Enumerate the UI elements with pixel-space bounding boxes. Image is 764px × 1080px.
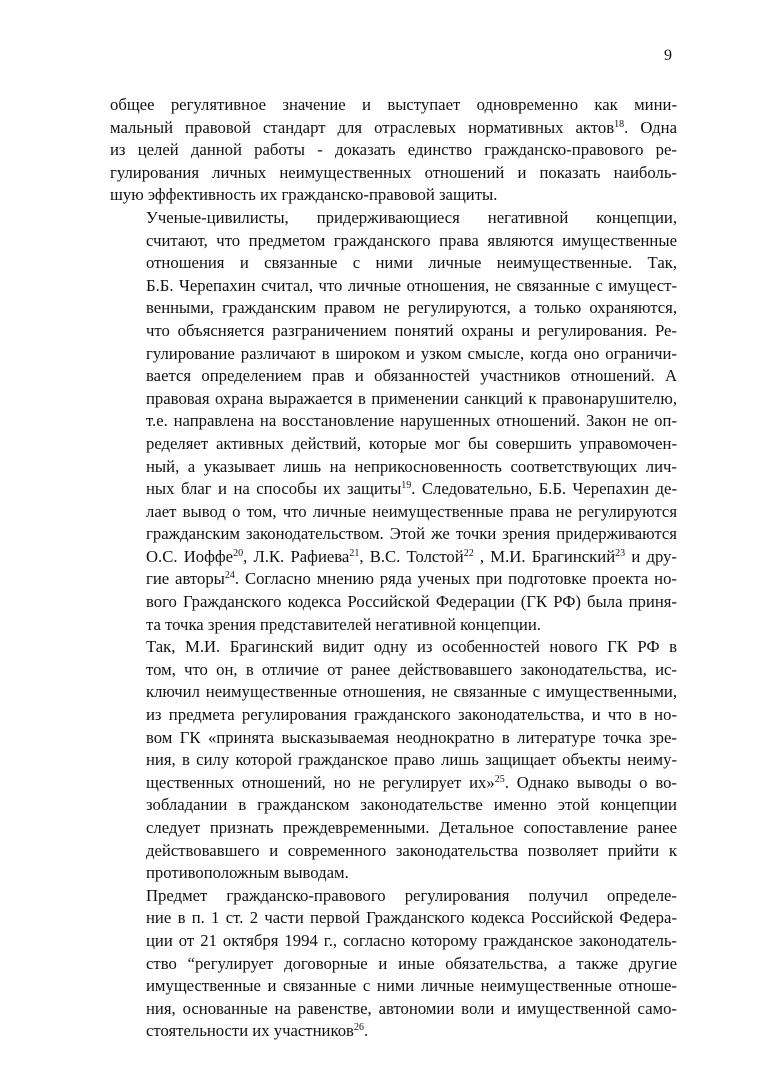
footnote-reference: 18 bbox=[614, 118, 625, 130]
text-segment: отношения и связанные с ними личные неимущественные. Так, bbox=[146, 253, 677, 273]
text-segment: что объясняется разграничением понятий охраны и регулирования. Ре- bbox=[146, 320, 677, 340]
text-line bbox=[110, 365, 677, 388]
text-segment: и дру- bbox=[625, 546, 677, 566]
text-line bbox=[110, 184, 677, 207]
text-segment: правовая охрана выражается в применении санкций к правонарушителю, bbox=[146, 388, 677, 408]
text-segment: том, что он, в отличие от ранее действовавшего законодательства, ис- bbox=[146, 659, 677, 679]
text-segment: ный, а указывает лишь на неприкосновенность соответствующих лич- bbox=[146, 456, 677, 476]
text-segment: ния, основанные на равенстве, автономии воли и имущественной само- bbox=[146, 998, 677, 1018]
text-line bbox=[110, 636, 677, 659]
footnote-reference: 21 bbox=[349, 547, 360, 559]
text-segment: считают, что предметом гражданского права являются имущественные bbox=[146, 230, 677, 250]
text-line bbox=[110, 297, 677, 320]
text-segment: та точка зрения представителей негативной концепции. bbox=[146, 614, 541, 634]
text-segment: гулирования личных неимущественных отношений и показать наиболь- bbox=[110, 162, 677, 182]
text-line bbox=[110, 614, 677, 637]
text-segment: ство “регулирует договорные и иные обязательства, а также другие bbox=[146, 953, 677, 973]
text-segment: гражданским законодательством. Этой же точки зрения придерживаются bbox=[146, 524, 677, 544]
text-line bbox=[110, 1020, 677, 1043]
paragraph bbox=[110, 94, 677, 207]
text-line bbox=[110, 659, 677, 682]
text-segment: Предмет гражданско-правового регулирования получил определе- bbox=[146, 885, 677, 905]
text-segment: ния, в силу которой гражданское право лишь защищает объекты неиму- bbox=[146, 750, 677, 770]
text-line bbox=[110, 885, 677, 908]
text-line bbox=[110, 817, 677, 840]
text-segment: щественных отношений, но не регулирует их» bbox=[146, 772, 495, 792]
text-line bbox=[110, 546, 677, 569]
text-line bbox=[110, 410, 677, 433]
text-line bbox=[110, 907, 677, 930]
text-line bbox=[110, 478, 677, 501]
text-segment: венными, гражданским правом не регулируются, а только охраняются, bbox=[146, 298, 677, 318]
text-segment: зобладании в гражданском законодательстве именно этой концепции bbox=[146, 795, 677, 815]
text-line bbox=[110, 568, 677, 591]
footnote-reference: 26 bbox=[353, 1022, 364, 1034]
text-line bbox=[110, 930, 677, 953]
text-segment: ключил неимущественные отношения, не связанные с имущественными, bbox=[146, 682, 677, 702]
text-segment: ции от 21 октября 1994 г., согласно которому гражданское законодатель- bbox=[146, 930, 677, 950]
text-line bbox=[110, 94, 677, 117]
text-segment: гие авторы bbox=[146, 569, 225, 589]
text-segment: , В.С. Толстой bbox=[359, 546, 464, 566]
text-line bbox=[110, 139, 677, 162]
text-segment: . Однако выводы о во- bbox=[504, 772, 677, 792]
paragraph bbox=[110, 207, 677, 636]
footnote-reference: 19 bbox=[401, 480, 412, 492]
footnote-reference: 24 bbox=[224, 570, 235, 582]
text-segment: противоположным выводам. bbox=[146, 863, 349, 883]
body-text bbox=[110, 94, 677, 1043]
footnote-reference: 22 bbox=[463, 547, 474, 559]
text-line bbox=[110, 320, 677, 343]
text-segment: , М.И. Брагинский bbox=[473, 546, 616, 566]
text-line bbox=[110, 117, 677, 140]
text-line bbox=[110, 501, 677, 524]
text-line bbox=[110, 727, 677, 750]
text-segment: . Согласно мнению ряда ученых при подготовке проекта но- bbox=[234, 569, 677, 589]
text-segment: . bbox=[363, 1021, 369, 1041]
text-segment: Ученые-цивилисты, придерживающиеся негативной концепции, bbox=[146, 207, 677, 227]
paragraph bbox=[110, 885, 677, 1043]
text-line bbox=[110, 840, 677, 863]
text-segment: Так, М.И. Брагинский видит одну из особенностей нового ГК РФ в bbox=[146, 637, 677, 657]
text-segment: гулирование различают в широком и узком смысле, когда оно ограничи- bbox=[146, 343, 677, 363]
text-line bbox=[110, 591, 677, 614]
text-segment: т.е. направлена на восстановление нарушенных отношений. Закон не оп- bbox=[146, 411, 677, 431]
text-segment: шую эффективность их гражданско-правовой защиты. bbox=[110, 185, 498, 205]
text-segment: лает вывод о том, что личные неимущественные права не регулируются bbox=[146, 501, 677, 521]
text-line bbox=[110, 207, 677, 230]
text-segment: стоятельности их участников bbox=[146, 1021, 354, 1041]
text-segment: вается определением прав и обязанностей участников отношений. А bbox=[146, 366, 677, 386]
text-line bbox=[110, 704, 677, 727]
text-line bbox=[110, 953, 677, 976]
text-segment: ределяет активных действий, которые мог бы совершить управомочен- bbox=[146, 433, 677, 453]
text-segment: . Следовательно, Б.Б. Черепахин де- bbox=[411, 479, 677, 499]
text-segment: О.С. Иоффе bbox=[146, 546, 234, 566]
text-line bbox=[110, 388, 677, 411]
text-segment: из предмета регулирования гражданского законодательства, и что в но- bbox=[146, 705, 677, 725]
text-segment: имущественные и связанные с ними личные неимущественные отноше- bbox=[146, 976, 677, 996]
text-line bbox=[110, 772, 677, 795]
footnote-reference: 23 bbox=[615, 547, 626, 559]
text-line bbox=[110, 523, 677, 546]
text-line bbox=[110, 162, 677, 185]
text-segment: ных благ и на способы их защиты bbox=[146, 479, 402, 499]
text-line bbox=[110, 975, 677, 998]
text-line bbox=[110, 433, 677, 456]
text-line bbox=[110, 681, 677, 704]
text-line bbox=[110, 749, 677, 772]
text-segment: ние в п. 1 ст. 2 части первой Гражданского кодекса Российской Федера- bbox=[146, 908, 677, 928]
text-segment: Б.Б. Черепахин считал, что личные отношения, не связанные с имущест- bbox=[146, 275, 677, 295]
page-number: 9 bbox=[664, 47, 672, 64]
text-line bbox=[110, 252, 677, 275]
text-segment: из целей данной работы - доказать единство гражданско-правового ре- bbox=[110, 140, 677, 160]
text-segment: вого Гражданского кодекса Российской Федерации (ГК РФ) была приня- bbox=[146, 592, 677, 612]
footnote-reference: 25 bbox=[494, 773, 505, 785]
footnote-reference: 20 bbox=[233, 547, 244, 559]
text-line bbox=[110, 794, 677, 817]
text-segment: общее регулятивное значение и выступает одновременно как мини- bbox=[110, 95, 677, 114]
text-line bbox=[110, 862, 677, 885]
text-segment: мальный правовой стандарт для отраслевых нормативных актов bbox=[110, 117, 615, 137]
text-line bbox=[110, 230, 677, 253]
text-segment: действовавшего и современного законодательства позволяет прийти к bbox=[146, 840, 677, 860]
text-segment: вом ГК «принята высказываемая неоднократно в литературе точка зре- bbox=[146, 727, 677, 747]
text-line bbox=[110, 998, 677, 1021]
text-segment: . Одна bbox=[624, 117, 677, 137]
text-line bbox=[110, 275, 677, 298]
paragraph bbox=[110, 636, 677, 885]
text-line bbox=[110, 456, 677, 479]
text-segment: следует признать преждевременными. Детальное сопоставление ранее bbox=[146, 818, 677, 837]
text-line bbox=[110, 343, 677, 366]
text-segment: , Л.К. Рафиева bbox=[243, 546, 350, 566]
